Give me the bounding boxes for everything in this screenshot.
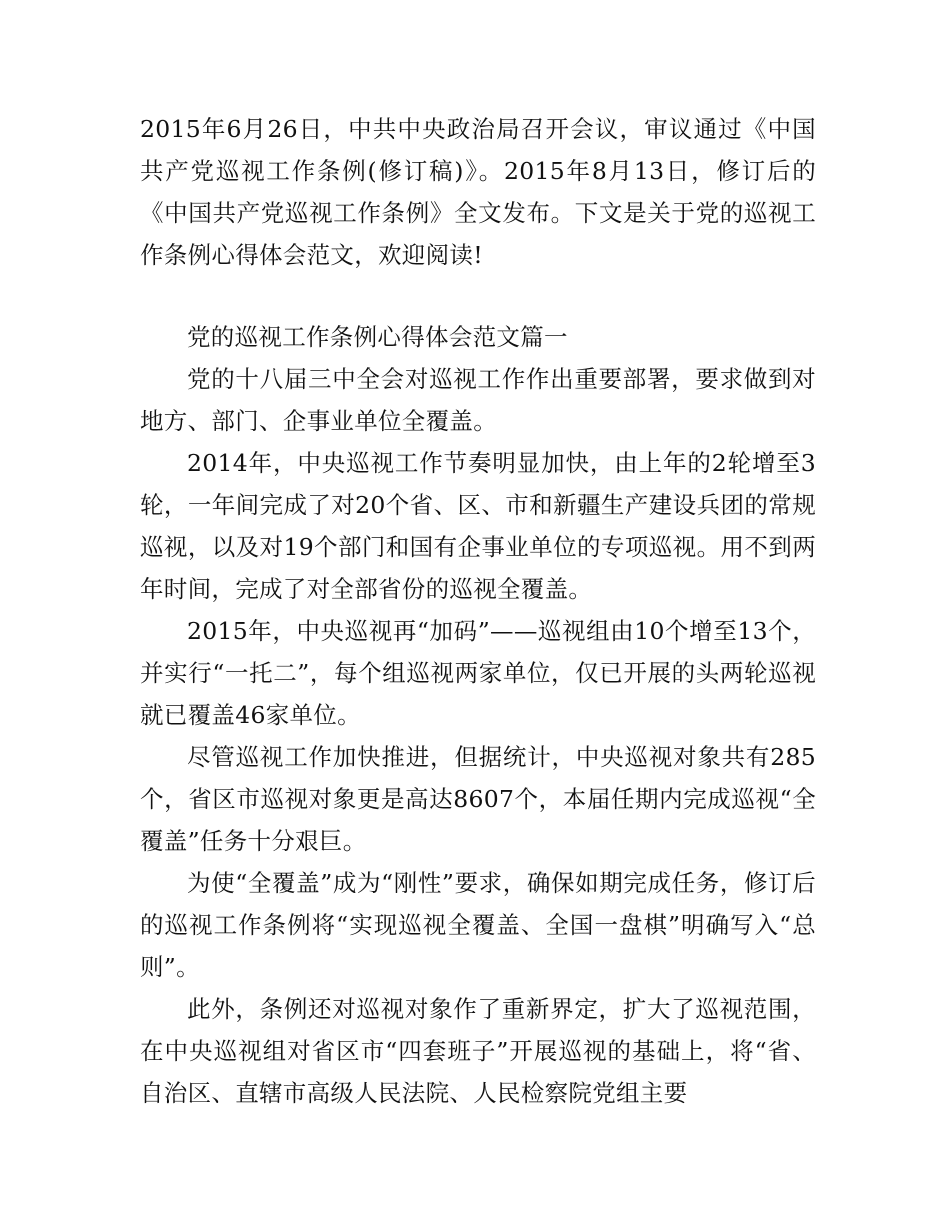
document-page [140,108,816,1114]
body-paragraph: 此外，条例还对巡视对象作了重新界定，扩大了巡视范围，在中央巡视组对省区市“四套班子”开展巡视的基础上，将“省、自治区、直辖市高级人民法院、人民检察院党组主要 [140,995,816,1107]
intro-paragraph: 2015年6月26日，中共中央政治局召开会议，审议通过《中国共产党巡视工作条例(修订稿)》。2015年8月13日，修订后的《中国共产党巡视工作条例》全文发布。下文是关于党的巡视工作条例心得体会范文，欢迎阅读! [140,115,816,269]
section-title: 党的巡视工作条例心得体会范文篇一 [187,323,568,351]
body-paragraph: 2014年，中央巡视工作节奏明显加快，由上年的2轮增至3轮，一年间完成了对20个省、区、市和新疆生产建设兵团的常规巡视，以及对19个部门和国有企事业单位的专项巡视。用不到两年时间，完成了对全部省份的巡视全覆盖。 [140,449,816,603]
body-paragraph: 为使“全覆盖”成为“刚性”要求，确保如期完成任务，修订后的巡视工作条例将“实现巡视全覆盖、全国一盘棋”明确写入“总则”。 [140,869,816,981]
body-paragraph: 2015年，中央巡视再“加码”——巡视组由10个增至13个，并实行“一托二”，每个组巡视两家单位，仅已开展的头两轮巡视就已覆盖46家单位。 [140,617,816,729]
body-paragraph: 尽管巡视工作加快推进，但据统计，中央巡视对象共有285个，省区市巡视对象更是高达8607个，本届任期内完成巡视“全覆盖”任务十分艰巨。 [140,743,816,855]
paragraph-spacer [140,276,816,316]
body-paragraph: 党的十八届三中全会对巡视工作作出重要部署，要求做到对地方、部门、企事业单位全覆盖。 [140,365,816,435]
